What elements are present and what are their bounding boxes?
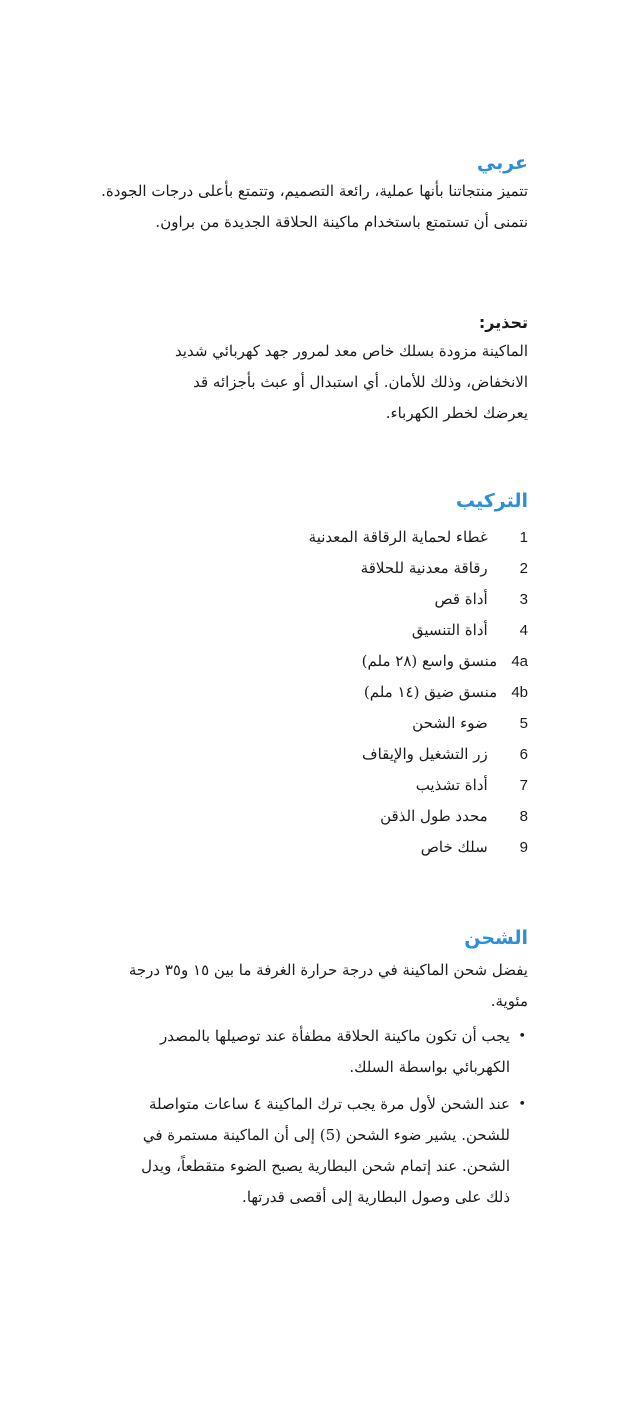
warning-heading: تحذير:	[478, 313, 528, 332]
charging-text: يفضل شحن الماكينة في درجة حرارة الغرفة ما بين ١٥ و٣٥ درجة مئوية.	[128, 961, 528, 1010]
bullet-text: يجب أن تكون ماكينة الحلاقة مطفأة عند توصيلها بالمصدر الكهربائي بواسطة السلك.	[159, 1027, 510, 1076]
item-number: 4a	[511, 653, 528, 670]
list-item	[100, 615, 528, 646]
bullet-icon: •	[518, 1029, 526, 1044]
list-item	[100, 646, 528, 677]
list-item	[100, 801, 528, 832]
list-item	[100, 708, 528, 739]
warning-section	[100, 310, 528, 429]
item-label: أداة تشذيب	[415, 776, 488, 794]
list-item	[100, 522, 528, 553]
list-item	[100, 1021, 528, 1083]
list-item	[100, 584, 528, 615]
item-number: 8	[519, 808, 528, 825]
list-item	[100, 1089, 528, 1213]
assembly-heading: التركيب	[455, 490, 528, 512]
list-item	[100, 832, 528, 863]
item-label: ضوء الشحن	[412, 714, 488, 732]
parts-list	[100, 522, 528, 863]
item-number: 1	[519, 529, 528, 546]
bullet-text: عند الشحن لأول مرة يجب ترك الماكينة ٤ ساعات متواصلة للشحن. يشير ضوء الشحن (5) إلى أن الماكينة مستمرة في الشحن. عند إتمام شحن البطارية يصبح الضوء متقطعاً، ويدل ذلك على وصول البطارية إلى أقصى قدرتها.	[141, 1095, 510, 1206]
intro-section	[100, 150, 528, 238]
intro-text: تتميز منتجاتنا بأنها عملية، رائعة التصميم، وتتمتع بأعلى درجات الجودة. نتمنى أن تستمتع باستخدام ماكينة الحلاقة الجديدة من براون.	[101, 182, 528, 231]
item-label: منسق واسع (٢٨ ملم)	[361, 652, 498, 670]
charging-bullets	[100, 1021, 528, 1213]
list-item	[100, 677, 528, 708]
list-item	[100, 739, 528, 770]
item-number: 4b	[511, 684, 528, 701]
item-number: 4	[519, 622, 528, 639]
item-number: 3	[519, 591, 528, 608]
list-item	[100, 553, 528, 584]
item-label: أداة قص	[434, 590, 488, 608]
intro-heading: عربي	[476, 152, 528, 174]
bullet-icon: •	[518, 1097, 526, 1112]
warning-text: الماكينة مزودة بسلك خاص معد لمرور جهد كهربائي شديد الانخفاض، وذلك للأمان. أي استبدال أو عبث بأجزائه قد يعرضك لخطر الكهرباء.	[174, 342, 528, 422]
item-label: أداة التنسيق	[411, 621, 488, 639]
item-number: 7	[519, 777, 528, 794]
item-label: منسق ضيق (١٤ ملم)	[363, 683, 498, 701]
item-number: 9	[519, 839, 528, 856]
item-label: سلك خاص	[420, 838, 488, 856]
item-label: رقاقة معدنية للحلاقة	[360, 559, 488, 577]
item-number: 5	[519, 715, 528, 732]
item-number: 2	[519, 560, 528, 577]
item-label: محدد طول الذقن	[380, 807, 488, 825]
item-label: زر التشغيل والإيقاف	[362, 745, 488, 763]
list-item	[100, 770, 528, 801]
charging-heading: الشحن	[464, 927, 528, 949]
charging-section	[100, 925, 528, 1219]
item-label: غطاء لحماية الرقاقة المعدنية	[308, 528, 488, 546]
assembly-section	[100, 488, 528, 863]
item-number: 6	[519, 746, 528, 763]
